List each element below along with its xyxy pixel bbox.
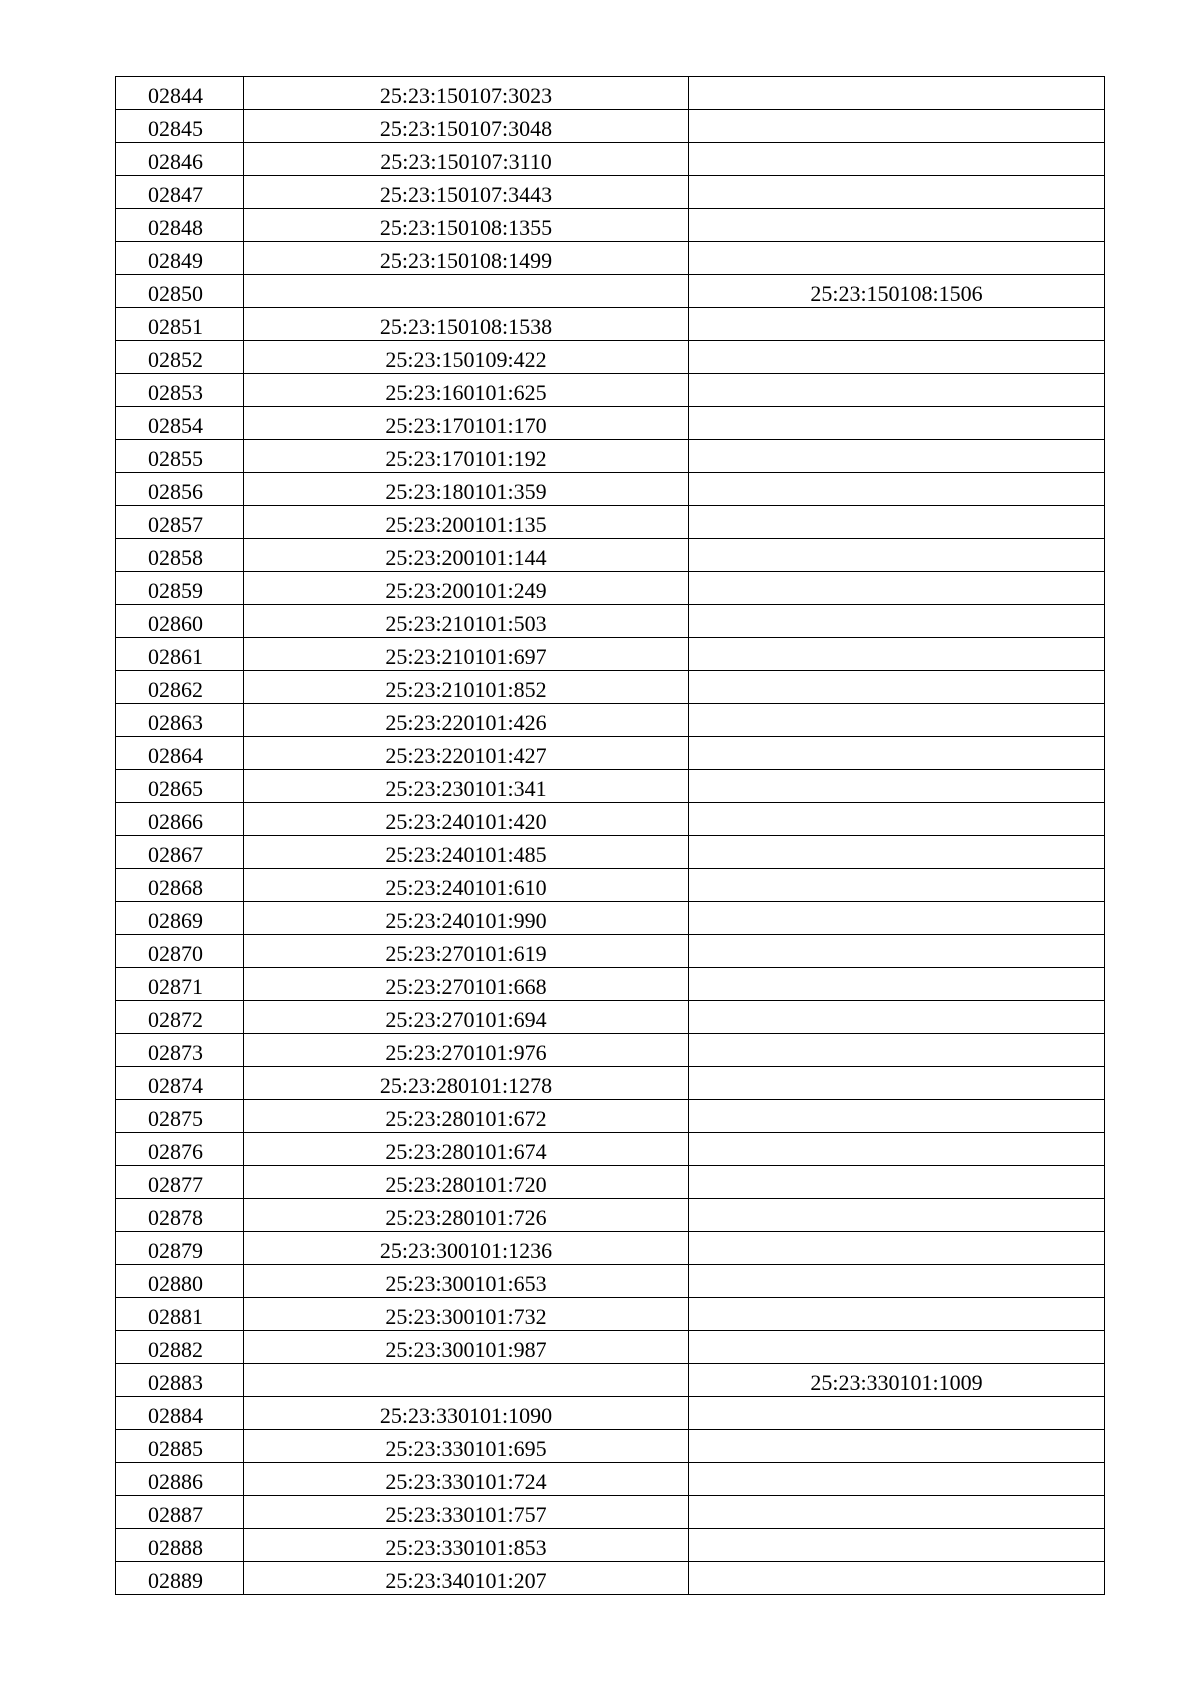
secondary-cadastral-number-cell bbox=[689, 902, 1105, 935]
cadastral-number-cell: 25:23:150108:1355 bbox=[244, 209, 689, 242]
secondary-cadastral-number-cell bbox=[689, 671, 1105, 704]
cadastral-number-cell: 25:23:150107:3023 bbox=[244, 77, 689, 110]
secondary-cadastral-number-cell bbox=[689, 737, 1105, 770]
row-number-cell: 02865 bbox=[116, 770, 244, 803]
table-row bbox=[116, 1331, 1105, 1364]
row-number-cell: 02869 bbox=[116, 902, 244, 935]
table-row bbox=[116, 1001, 1105, 1034]
cadastral-number-cell: 25:23:200101:135 bbox=[244, 506, 689, 539]
secondary-cadastral-number-cell: 25:23:330101:1009 bbox=[689, 1364, 1105, 1397]
cadastral-number-cell: 25:23:200101:144 bbox=[244, 539, 689, 572]
table-row bbox=[116, 539, 1105, 572]
table-row bbox=[116, 209, 1105, 242]
row-number-cell: 02879 bbox=[116, 1232, 244, 1265]
table-row bbox=[116, 1562, 1105, 1595]
cadastral-number-cell: 25:23:330101:853 bbox=[244, 1529, 689, 1562]
row-number-cell: 02881 bbox=[116, 1298, 244, 1331]
secondary-cadastral-number-cell bbox=[689, 770, 1105, 803]
table-row bbox=[116, 176, 1105, 209]
row-number-cell: 02855 bbox=[116, 440, 244, 473]
cadastral-number-cell: 25:23:330101:724 bbox=[244, 1463, 689, 1496]
cadastral-number-cell: 25:23:280101:672 bbox=[244, 1100, 689, 1133]
row-number-cell: 02889 bbox=[116, 1562, 244, 1595]
row-number-cell: 02874 bbox=[116, 1067, 244, 1100]
table-row bbox=[116, 1133, 1105, 1166]
table-row bbox=[116, 374, 1105, 407]
row-number-cell: 02882 bbox=[116, 1331, 244, 1364]
secondary-cadastral-number-cell bbox=[689, 308, 1105, 341]
table-row bbox=[116, 110, 1105, 143]
table-row bbox=[116, 605, 1105, 638]
cadastral-number-cell: 25:23:160101:625 bbox=[244, 374, 689, 407]
table-row bbox=[116, 1430, 1105, 1463]
secondary-cadastral-number-cell bbox=[689, 572, 1105, 605]
table-row bbox=[116, 275, 1105, 308]
secondary-cadastral-number-cell bbox=[689, 638, 1105, 671]
cadastral-number-cell: 25:23:300101:653 bbox=[244, 1265, 689, 1298]
table-row bbox=[116, 935, 1105, 968]
row-number-cell: 02878 bbox=[116, 1199, 244, 1232]
cadastral-number-cell: 25:23:220101:426 bbox=[244, 704, 689, 737]
cadastral-number-cell: 25:23:150108:1499 bbox=[244, 242, 689, 275]
secondary-cadastral-number-cell bbox=[689, 1397, 1105, 1430]
table-row bbox=[116, 1265, 1105, 1298]
row-number-cell: 02849 bbox=[116, 242, 244, 275]
row-number-cell: 02873 bbox=[116, 1034, 244, 1067]
cadastral-number-cell: 25:23:150107:3048 bbox=[244, 110, 689, 143]
row-number-cell: 02845 bbox=[116, 110, 244, 143]
row-number-cell: 02875 bbox=[116, 1100, 244, 1133]
secondary-cadastral-number-cell bbox=[689, 110, 1105, 143]
secondary-cadastral-number-cell bbox=[689, 935, 1105, 968]
table-row bbox=[116, 1199, 1105, 1232]
cadastral-number-cell: 25:23:330101:757 bbox=[244, 1496, 689, 1529]
table-row bbox=[116, 308, 1105, 341]
cadastral-number-cell: 25:23:230101:341 bbox=[244, 770, 689, 803]
table-row bbox=[116, 770, 1105, 803]
table-row bbox=[116, 143, 1105, 176]
cadastral-number-cell: 25:23:150109:422 bbox=[244, 341, 689, 374]
table-row bbox=[116, 1397, 1105, 1430]
cadastral-number-cell: 25:23:240101:420 bbox=[244, 803, 689, 836]
row-number-cell: 02860 bbox=[116, 605, 244, 638]
secondary-cadastral-number-cell bbox=[689, 1133, 1105, 1166]
table-row bbox=[116, 1067, 1105, 1100]
secondary-cadastral-number-cell bbox=[689, 506, 1105, 539]
table-row bbox=[116, 803, 1105, 836]
table-row bbox=[116, 1529, 1105, 1562]
cadastral-number-cell: 25:23:300101:732 bbox=[244, 1298, 689, 1331]
secondary-cadastral-number-cell bbox=[689, 803, 1105, 836]
row-number-cell: 02858 bbox=[116, 539, 244, 572]
cadastral-number-cell: 25:23:330101:695 bbox=[244, 1430, 689, 1463]
row-number-cell: 02847 bbox=[116, 176, 244, 209]
table-row bbox=[116, 869, 1105, 902]
row-number-cell: 02871 bbox=[116, 968, 244, 1001]
table-row bbox=[116, 1034, 1105, 1067]
cadastral-number-cell: 25:23:170101:170 bbox=[244, 407, 689, 440]
cadastral-number-cell: 25:23:300101:1236 bbox=[244, 1232, 689, 1265]
cadastral-number-cell: 25:23:200101:249 bbox=[244, 572, 689, 605]
row-number-cell: 02863 bbox=[116, 704, 244, 737]
secondary-cadastral-number-cell bbox=[689, 1430, 1105, 1463]
table-row bbox=[116, 1232, 1105, 1265]
row-number-cell: 02885 bbox=[116, 1430, 244, 1463]
secondary-cadastral-number-cell bbox=[689, 1529, 1105, 1562]
secondary-cadastral-number-cell bbox=[689, 1232, 1105, 1265]
table-row bbox=[116, 1166, 1105, 1199]
row-number-cell: 02884 bbox=[116, 1397, 244, 1430]
secondary-cadastral-number-cell bbox=[689, 473, 1105, 506]
secondary-cadastral-number-cell bbox=[689, 1100, 1105, 1133]
row-number-cell: 02870 bbox=[116, 935, 244, 968]
table-row bbox=[116, 242, 1105, 275]
row-number-cell: 02872 bbox=[116, 1001, 244, 1034]
row-number-cell: 02853 bbox=[116, 374, 244, 407]
table-row bbox=[116, 77, 1105, 110]
cadastral-number-cell: 25:23:280101:1278 bbox=[244, 1067, 689, 1100]
row-number-cell: 02886 bbox=[116, 1463, 244, 1496]
table-row bbox=[116, 671, 1105, 704]
secondary-cadastral-number-cell bbox=[689, 440, 1105, 473]
table-row bbox=[116, 902, 1105, 935]
row-number-cell: 02883 bbox=[116, 1364, 244, 1397]
table-row bbox=[116, 572, 1105, 605]
row-number-cell: 02864 bbox=[116, 737, 244, 770]
cadastral-number-cell: 25:23:170101:192 bbox=[244, 440, 689, 473]
cadastral-number-cell: 25:23:270101:694 bbox=[244, 1001, 689, 1034]
table-row bbox=[116, 473, 1105, 506]
secondary-cadastral-number-cell bbox=[689, 176, 1105, 209]
secondary-cadastral-number-cell bbox=[689, 1265, 1105, 1298]
row-number-cell: 02877 bbox=[116, 1166, 244, 1199]
row-number-cell: 02861 bbox=[116, 638, 244, 671]
secondary-cadastral-number-cell bbox=[689, 1001, 1105, 1034]
table-body bbox=[116, 77, 1105, 1595]
secondary-cadastral-number-cell bbox=[689, 1331, 1105, 1364]
cadastral-number-cell: 25:23:150108:1538 bbox=[244, 308, 689, 341]
row-number-cell: 02851 bbox=[116, 308, 244, 341]
cadastral-number-cell: 25:23:210101:697 bbox=[244, 638, 689, 671]
table-row bbox=[116, 836, 1105, 869]
secondary-cadastral-number-cell: 25:23:150108:1506 bbox=[689, 275, 1105, 308]
row-number-cell: 02859 bbox=[116, 572, 244, 605]
cadastral-number-cell: 25:23:150107:3443 bbox=[244, 176, 689, 209]
secondary-cadastral-number-cell bbox=[689, 704, 1105, 737]
cadastral-number-cell bbox=[244, 1364, 689, 1397]
row-number-cell: 02880 bbox=[116, 1265, 244, 1298]
row-number-cell: 02866 bbox=[116, 803, 244, 836]
row-number-cell: 02852 bbox=[116, 341, 244, 374]
secondary-cadastral-number-cell bbox=[689, 407, 1105, 440]
cadastral-number-cell: 25:23:150107:3110 bbox=[244, 143, 689, 176]
cadastral-number-cell: 25:23:220101:427 bbox=[244, 737, 689, 770]
cadastral-number-cell: 25:23:240101:485 bbox=[244, 836, 689, 869]
table-row bbox=[116, 638, 1105, 671]
secondary-cadastral-number-cell bbox=[689, 836, 1105, 869]
cadastral-number-cell: 25:23:240101:610 bbox=[244, 869, 689, 902]
secondary-cadastral-number-cell bbox=[689, 1562, 1105, 1595]
row-number-cell: 02857 bbox=[116, 506, 244, 539]
row-number-cell: 02867 bbox=[116, 836, 244, 869]
row-number-cell: 02868 bbox=[116, 869, 244, 902]
cadastral-number-cell: 25:23:280101:726 bbox=[244, 1199, 689, 1232]
table-row bbox=[116, 506, 1105, 539]
table-row bbox=[116, 737, 1105, 770]
cadastral-number-cell: 25:23:340101:207 bbox=[244, 1562, 689, 1595]
cadastral-number-cell: 25:23:240101:990 bbox=[244, 902, 689, 935]
secondary-cadastral-number-cell bbox=[689, 1034, 1105, 1067]
secondary-cadastral-number-cell bbox=[689, 341, 1105, 374]
secondary-cadastral-number-cell bbox=[689, 1199, 1105, 1232]
secondary-cadastral-number-cell bbox=[689, 77, 1105, 110]
row-number-cell: 02876 bbox=[116, 1133, 244, 1166]
cadastral-number-cell: 25:23:210101:852 bbox=[244, 671, 689, 704]
table-row bbox=[116, 440, 1105, 473]
cadastral-number-cell: 25:23:280101:720 bbox=[244, 1166, 689, 1199]
cadastral-table bbox=[115, 76, 1105, 1595]
secondary-cadastral-number-cell bbox=[689, 605, 1105, 638]
table-row bbox=[116, 1100, 1105, 1133]
table-row bbox=[116, 704, 1105, 737]
table-row bbox=[116, 1298, 1105, 1331]
row-number-cell: 02846 bbox=[116, 143, 244, 176]
cadastral-number-cell: 25:23:330101:1090 bbox=[244, 1397, 689, 1430]
table-row bbox=[116, 407, 1105, 440]
secondary-cadastral-number-cell bbox=[689, 539, 1105, 572]
cadastral-number-cell: 25:23:270101:668 bbox=[244, 968, 689, 1001]
cadastral-number-cell: 25:23:210101:503 bbox=[244, 605, 689, 638]
row-number-cell: 02850 bbox=[116, 275, 244, 308]
secondary-cadastral-number-cell bbox=[689, 1298, 1105, 1331]
secondary-cadastral-number-cell bbox=[689, 374, 1105, 407]
secondary-cadastral-number-cell bbox=[689, 209, 1105, 242]
secondary-cadastral-number-cell bbox=[689, 143, 1105, 176]
table-row bbox=[116, 1463, 1105, 1496]
row-number-cell: 02862 bbox=[116, 671, 244, 704]
secondary-cadastral-number-cell bbox=[689, 968, 1105, 1001]
row-number-cell: 02888 bbox=[116, 1529, 244, 1562]
table-row bbox=[116, 1496, 1105, 1529]
row-number-cell: 02887 bbox=[116, 1496, 244, 1529]
table-row bbox=[116, 341, 1105, 374]
cadastral-number-cell: 25:23:300101:987 bbox=[244, 1331, 689, 1364]
table-row bbox=[116, 1364, 1105, 1397]
table-row bbox=[116, 968, 1105, 1001]
row-number-cell: 02856 bbox=[116, 473, 244, 506]
secondary-cadastral-number-cell bbox=[689, 1496, 1105, 1529]
row-number-cell: 02848 bbox=[116, 209, 244, 242]
secondary-cadastral-number-cell bbox=[689, 242, 1105, 275]
row-number-cell: 02854 bbox=[116, 407, 244, 440]
cadastral-number-cell: 25:23:280101:674 bbox=[244, 1133, 689, 1166]
secondary-cadastral-number-cell bbox=[689, 1463, 1105, 1496]
secondary-cadastral-number-cell bbox=[689, 1166, 1105, 1199]
cadastral-number-cell: 25:23:180101:359 bbox=[244, 473, 689, 506]
row-number-cell: 02844 bbox=[116, 77, 244, 110]
secondary-cadastral-number-cell bbox=[689, 869, 1105, 902]
cadastral-number-cell: 25:23:270101:619 bbox=[244, 935, 689, 968]
cadastral-number-cell bbox=[244, 275, 689, 308]
secondary-cadastral-number-cell bbox=[689, 1067, 1105, 1100]
cadastral-number-cell: 25:23:270101:976 bbox=[244, 1034, 689, 1067]
